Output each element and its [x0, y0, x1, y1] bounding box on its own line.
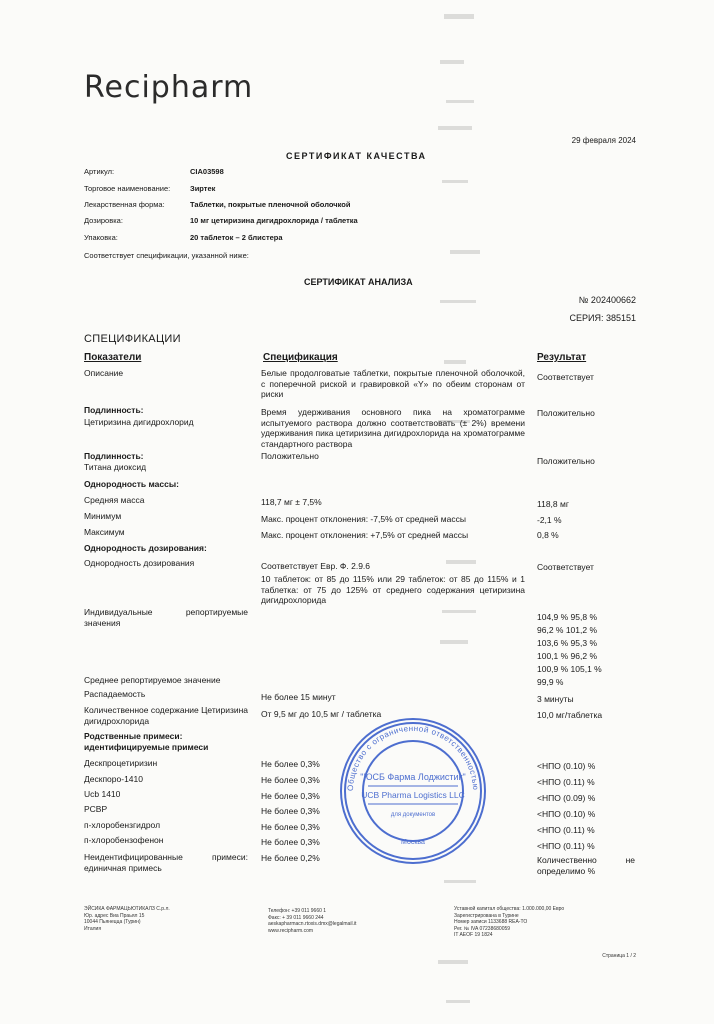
stamp-line4: Москва	[401, 839, 425, 846]
footer-line: Уставной капитал общества: 1.000.000,00 Евро	[454, 906, 565, 912]
issue-date: 29 февраля 2024	[571, 136, 636, 145]
row-impurity-spec: Не более 0,3%	[261, 806, 320, 816]
footer-registration	[454, 906, 564, 939]
row-unidentified-result: Количественно не определимо %	[537, 855, 635, 876]
row-impurity-result: <НПО (0.10) %	[537, 761, 596, 771]
row-impurity-spec: Не более 0,3%	[261, 775, 320, 785]
footer-line: Номер записи 1133688 REA-TO	[454, 919, 528, 925]
row-identity2-heading: Подлинность:	[84, 451, 144, 461]
company-stamp	[338, 716, 488, 866]
row-mass-heading: Однородность массы:	[84, 479, 179, 489]
row-avg-mass-result: 118,8 мг	[537, 499, 569, 509]
series-number: СЕРИЯ: 385151	[569, 313, 636, 323]
row-impurity-spec: Не более 0,3%	[261, 822, 320, 832]
info-article: Артикул: CIA03598	[84, 167, 224, 176]
footer-line: Рег. № IVA 07238680059	[454, 925, 511, 932]
row-identity-cetirizine-name: Цетиризина дигидрохлорид	[84, 417, 194, 427]
row-impurity-result: <НПО (0.11) %	[537, 825, 595, 835]
row-identity-cetirizine-result: Положительно	[537, 408, 595, 418]
row-identity-titanium-spec: Положительно	[261, 451, 319, 461]
footer-line: Телефон: +39 011 9660 1	[268, 908, 327, 914]
row-min-name: Минимум	[84, 511, 122, 521]
individual-value-line: 100,1 % 96,2 %	[537, 651, 598, 661]
row-identity-titanium-result: Положительно	[537, 456, 595, 466]
footer-line: aeskapharmacn.rtoxis.dmx@legalmail.it	[268, 921, 357, 927]
info-dosage-form: Лекарственная форма: Таблетки, покрытые пленочной оболочкой	[84, 200, 351, 209]
row-impurity-result: <НПО (0.11) %	[537, 777, 595, 787]
stamp-line2: UCB Pharma Logistics LLC	[361, 790, 465, 800]
recipharm-logo: Recipharm	[84, 70, 254, 105]
column-indicator: Показатели	[84, 352, 142, 363]
row-assay-spec: От 9,5 мг до 10,5 мг / таблетка	[261, 709, 382, 719]
row-identity-titanium-name: Титана диоксид	[84, 462, 147, 472]
row-impurity-spec: Не более 0,3%	[261, 837, 320, 847]
certificate-number: № 202400662	[578, 295, 636, 305]
row-dosage-criteria: 10 таблеток: от 85 до 115% или 29 таблеток: от 85 до 115% и 1 таблетка: от 75 до 125% от среднего содержания цетиризина дигидрохлорида	[261, 574, 525, 605]
row-max-name: Максимум	[84, 527, 125, 537]
row-description-result: Соответствует	[537, 372, 594, 382]
row-identity-cetirizine-spec: Время удерживания основного пика на хроматограмме испытуемого раствора должно соответствовать (± 2%) времени удерживания пика цетиризина дигидрохлорида на хроматограмме стандартного раствора	[261, 407, 525, 449]
row-dosage-spec: Соответствует Евр. Ф. 2.9.6	[261, 561, 371, 571]
footer-contacts	[268, 908, 356, 934]
specifications-title: СПЕЦИФИКАЦИИ	[84, 333, 181, 345]
footer-line: 10044 Пьянецца (Турин)	[84, 919, 141, 925]
stamp-line1: "ЮСБ Фарма Лоджистик"	[360, 772, 466, 782]
row-impurities-heading: Родственные примеси: идентифицируемые примеси	[84, 731, 209, 752]
info-dosage: Дозировка: 10 мг цетиризина дигидрохлорида / таблетка	[84, 216, 358, 225]
row-avg-reported-name: Среднее репортируемое значение	[84, 675, 221, 685]
column-result: Результат	[537, 352, 587, 363]
row-min-result: -2,1 %	[537, 515, 562, 525]
footer-line: Факс: + 39 011 9660 244	[268, 914, 324, 921]
row-disintegration-result: 3 минуты	[537, 694, 574, 704]
row-dosage-name: Однородность дозирования	[84, 558, 195, 568]
row-disintegration-spec: Не более 15 минут	[261, 692, 336, 702]
bleed-through-marks	[432, 0, 492, 1024]
footer-line: www.recipharm.com	[268, 927, 314, 934]
row-impurity-result: <НПО (0.09) %	[537, 793, 596, 803]
analysis-title: СЕРТИФИКАТ АНАЛИЗА	[304, 277, 413, 287]
individual-value-line: 96,2 % 101,2 %	[537, 625, 598, 635]
row-identity-heading: Подлинность:	[84, 405, 144, 415]
individual-value-line: 100,9 % 105,1 %	[537, 664, 602, 674]
row-unidentified-spec: Не более 0,2%	[261, 853, 320, 863]
footer-line: Зарегистрирована в Турине	[454, 912, 519, 919]
row-impurity-result: <НПО (0.10) %	[537, 809, 596, 819]
info-trade-name: Торговое наименование: Зиртек	[84, 184, 216, 193]
row-assay-result: 10,0 мг/таблетка	[537, 710, 603, 720]
individual-value-line: 103,6 % 95,3 %	[537, 638, 598, 648]
row-avg-reported-result: 99,9 %	[537, 677, 564, 687]
row-impurity-name: п-хлоробензофенон	[84, 835, 164, 845]
row-avg-mass-name: Средняя масса	[84, 495, 145, 505]
row-max-spec: Макс. процент отклонения: +7,5% от средней массы	[261, 530, 469, 540]
row-assay-name: Количественное содержание Цетиризина дигидрохлорида	[84, 705, 249, 726]
footer-line: IT AEOF 19 1824	[454, 932, 493, 938]
footer-line: Юр. адрес Виа Праьял 15	[84, 912, 145, 919]
column-spec: Спецификация	[263, 352, 338, 363]
certificate-title: СЕРТИФИКАТ КАЧЕСТВА	[286, 151, 427, 161]
row-min-spec: Макс. процент отклонения: -7,5% от средней массы	[261, 514, 466, 524]
row-avg-mass-spec: 118,7 мг ± 7,5%	[261, 497, 322, 507]
footer-line: ЭЙСИКА ФАРМАЦЬЮТИКАЛЗ С.р.л.	[84, 906, 170, 912]
row-impurity-result: <НПО (0.11) %	[537, 841, 595, 851]
row-description-spec: Белые продолговатые таблетки, покрытые пленочной оболочкой, с поперечной риской и гравировкой «Y» по обеим сторонам от риски	[261, 368, 525, 399]
row-individual-values-name: Индивидуальные репортируемые значения	[84, 607, 248, 628]
row-impurity-spec: Не более 0,3%	[261, 759, 320, 769]
row-impurity-spec: Не более 0,3%	[261, 791, 320, 801]
row-dosage-heading: Однородность дозирования:	[84, 543, 207, 553]
page-number: Страница 1 / 2	[602, 953, 636, 959]
info-package: Упаковка: 20 таблеток – 2 блистера	[84, 233, 283, 242]
row-max-result: 0,8 %	[537, 530, 559, 540]
conformance-note: Соответствует спецификации, указанной ниже:	[84, 251, 249, 260]
footer-line: Италия	[84, 925, 102, 932]
row-individual-values-results	[537, 611, 635, 676]
footer-company	[84, 906, 170, 932]
row-impurity-name: PCBP	[84, 804, 108, 814]
stamp-ring-text: Общество с ограниченной ответственностью	[345, 723, 481, 792]
row-dosage-result: Соответствует	[537, 562, 594, 572]
row-impurity-name: п-хлоробензгидрол	[84, 820, 161, 830]
stamp-line3: для документов	[390, 812, 436, 818]
row-impurity-name: Дескпоро-1410	[84, 774, 143, 784]
row-disintegration-name: Распадаемость	[84, 689, 146, 699]
row-impurity-name: Ucb 1410	[84, 789, 121, 799]
row-impurity-name: Дескпроцетиризин	[84, 758, 158, 768]
individual-value-line: 104,9 % 95,8 %	[537, 612, 598, 622]
row-unidentified-name: Неидентифицированные примеси: единичная примесь	[84, 852, 248, 873]
row-description-name: Описание	[84, 368, 124, 378]
